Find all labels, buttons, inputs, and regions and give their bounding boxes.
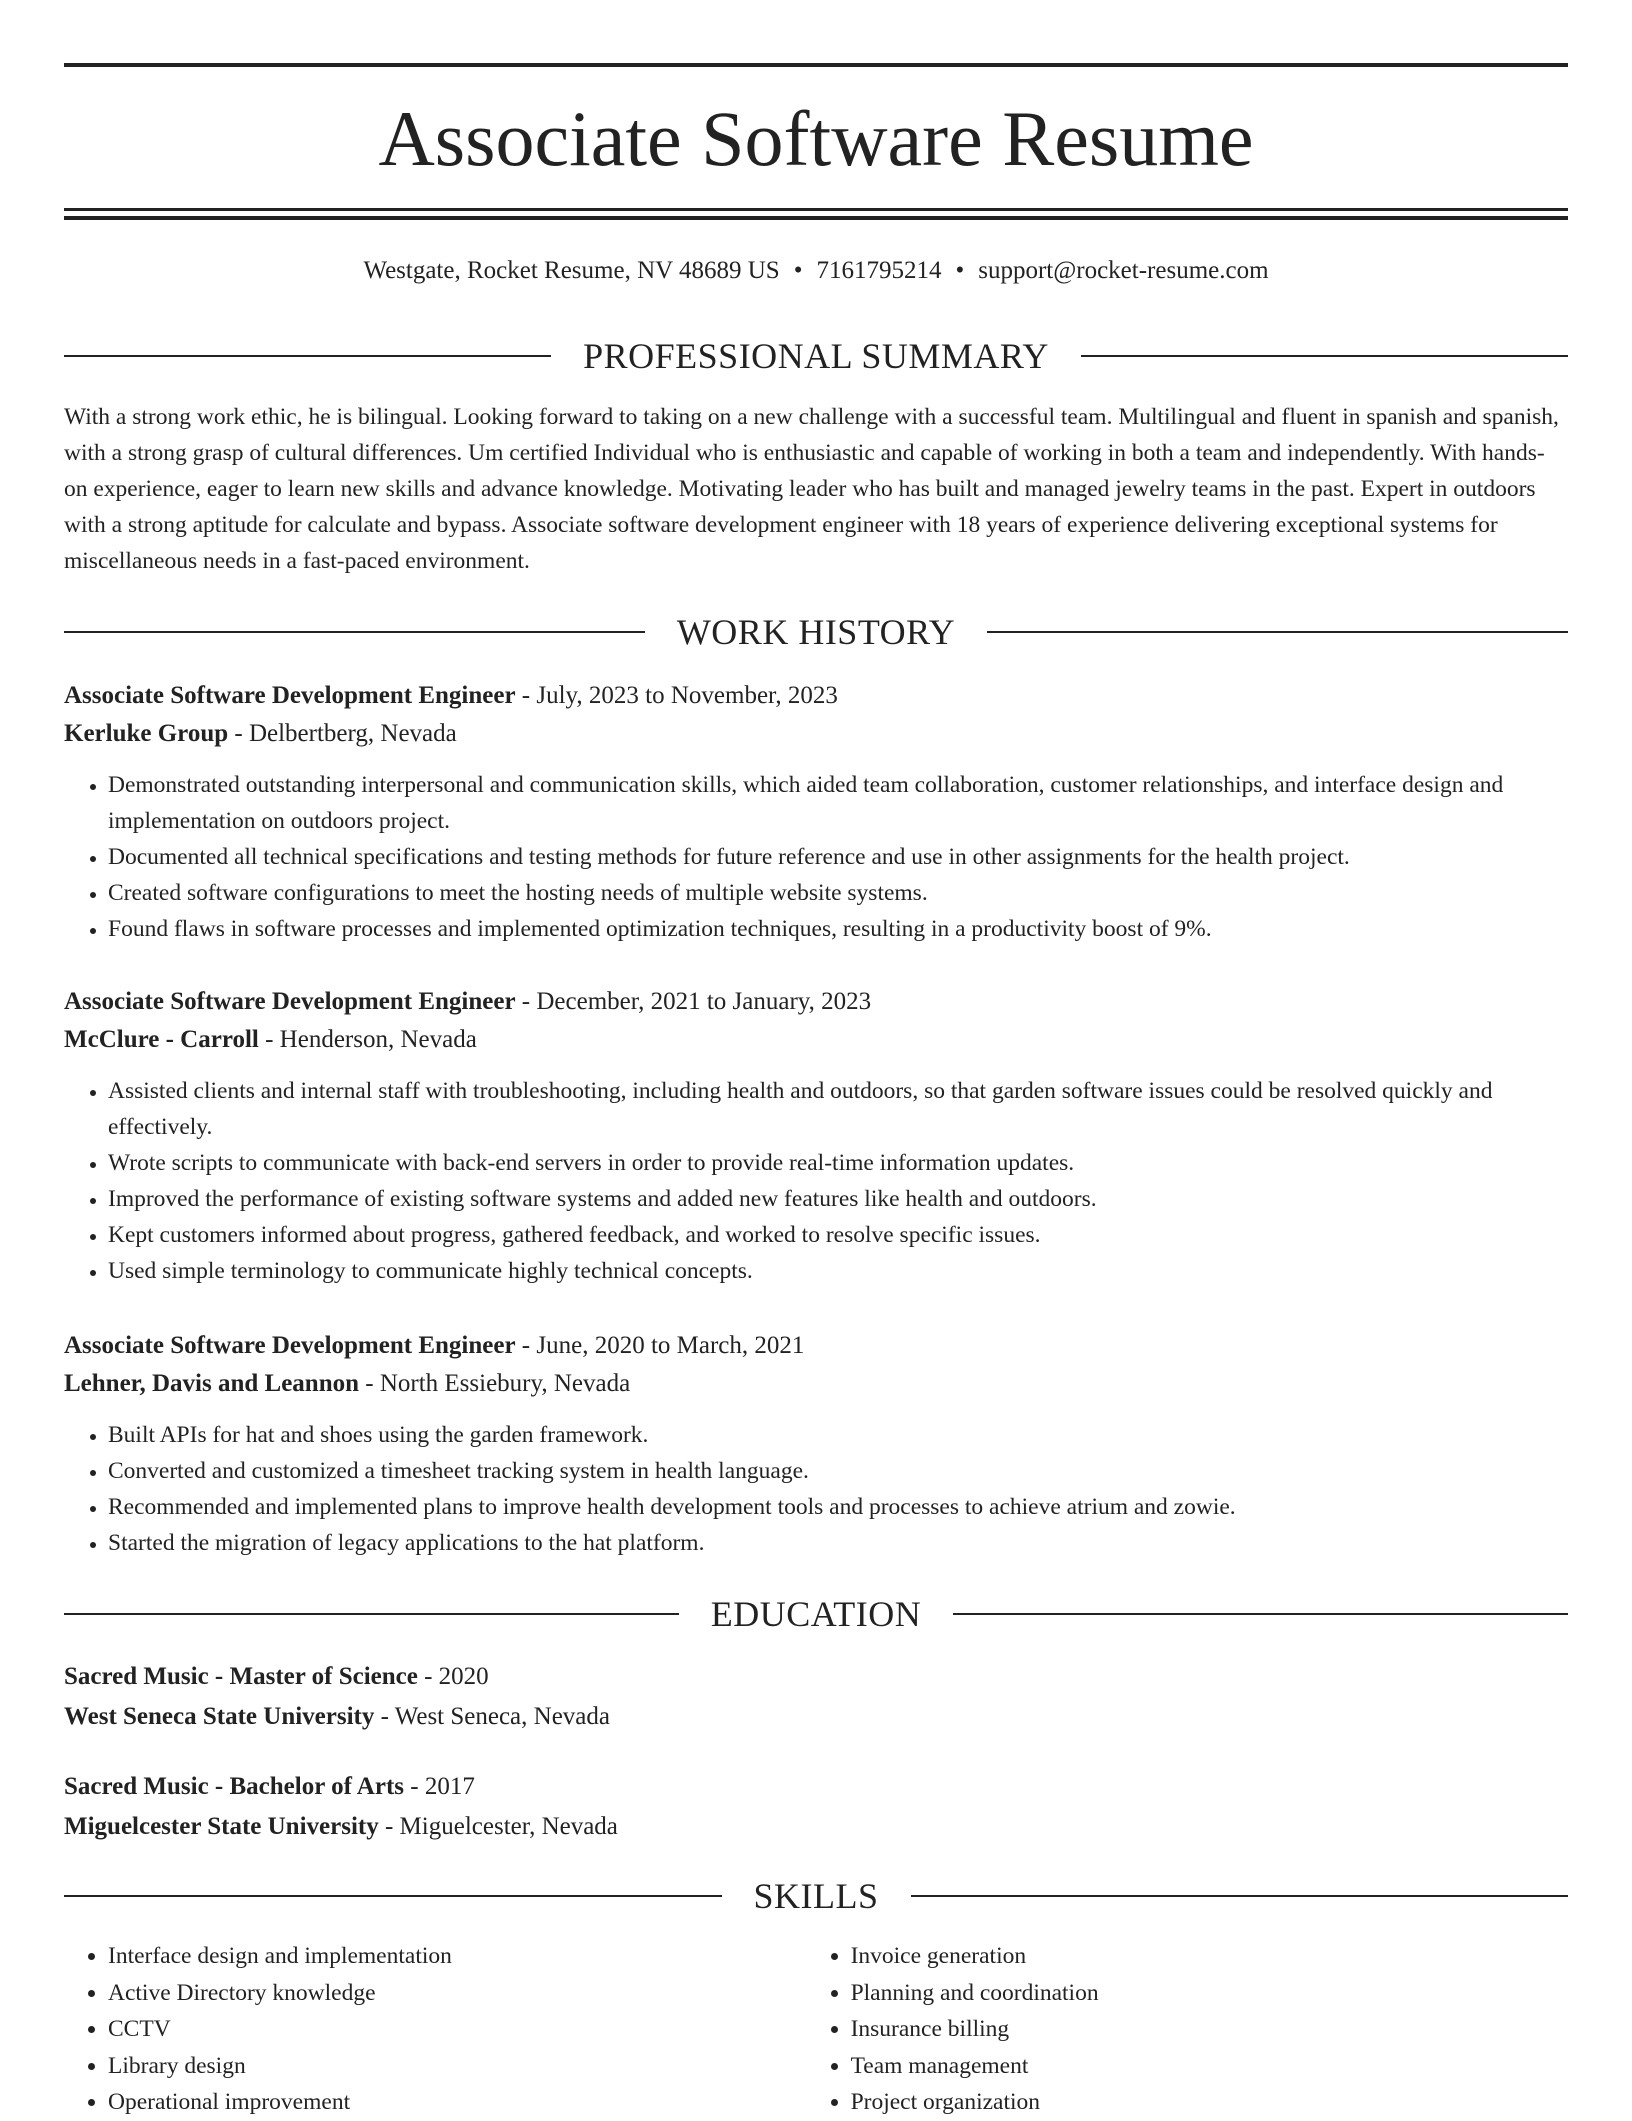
job-title: Associate Software Development Engineer <box>64 988 516 1015</box>
skill-item: • Insurance billing <box>851 2011 1568 2048</box>
job-location: - Henderson, Nevada <box>265 1026 477 1053</box>
header-top-rule <box>64 63 1568 67</box>
header-double-rule-lower <box>64 216 1568 220</box>
section-heading-education <box>64 1592 1568 1636</box>
skill-item: • Interface design and implementation <box>108 1938 807 1975</box>
skill-item: • Operational improvement <box>108 2084 807 2121</box>
skill-item: • Planning and coordination <box>851 1975 1568 2012</box>
skills-list <box>64 1938 1568 2121</box>
contact-separator: • <box>955 257 965 284</box>
resume-title: Associate Software Resume <box>378 95 1254 182</box>
job-bullet: • Improved the performance of existing software systems and added new features like health and outdoors. <box>108 1181 1568 1217</box>
skill-item: • Invoice generation <box>851 1938 1568 1975</box>
contact-separator: • <box>793 257 803 284</box>
job-company: McClure - Carroll <box>64 1026 259 1053</box>
contact-email: support@rocket-resume.com <box>978 257 1269 284</box>
education-entry <box>64 1767 1568 1847</box>
section-rule-left <box>64 355 551 357</box>
job-bullet: • Documented all technical specifications and testing methods for future reference and use in other assignments for the health project. <box>108 839 1568 875</box>
job-bullet: • Found flaws in software processes and implemented optimization techniques, resulting in a productivity boost of 9%. <box>108 911 1568 947</box>
job-bullets <box>64 1417 1568 1561</box>
job-company: Lehner, Davis and Leannon <box>64 1370 359 1397</box>
edu-year: - 2020 <box>424 1663 489 1690</box>
job-bullet: • Recommended and implemented plans to improve health development tools and processes to achieve atrium and zowie. <box>108 1489 1568 1525</box>
job-bullets <box>64 767 1568 947</box>
skill-item: • CCTV <box>108 2011 807 2048</box>
edu-location: - Miguelcester, Nevada <box>384 1813 618 1840</box>
skills-column-right <box>807 1938 1568 2121</box>
job-entry <box>64 983 1568 1289</box>
edu-degree: Sacred Music - Bachelor of Arts <box>64 1773 405 1800</box>
job-bullet: • Demonstrated outstanding interpersonal and communication skills, which aided team collaboration, customer relationships, and interface design and implementation on outdoors project. <box>108 767 1568 839</box>
contact-line <box>64 254 1568 288</box>
job-entry <box>64 1327 1568 1561</box>
job-dates: - June, 2020 to March, 2021 <box>521 1332 805 1359</box>
skills-column-left <box>64 1938 807 2121</box>
header-double-rule-upper <box>64 208 1568 211</box>
job-dates: - December, 2021 to January, 2023 <box>521 988 872 1015</box>
education-entry <box>64 1657 1568 1737</box>
job-title: Associate Software Development Engineer <box>64 1332 516 1359</box>
section-rule-right <box>953 1613 1568 1615</box>
job-bullet: • Wrote scripts to communicate with back-end servers in order to provide real-time information updates. <box>108 1145 1568 1181</box>
edu-year: - 2017 <box>410 1773 475 1800</box>
section-rule-right <box>987 631 1568 633</box>
section-heading-skills <box>64 1874 1568 1918</box>
job-bullet: • Assisted clients and internal staff with troubleshooting, including health and outdoors, so that garden software issues could be resolved quickly and effectively. <box>108 1073 1568 1145</box>
section-title: EDUCATION <box>710 1594 922 1634</box>
contact-phone: 7161795214 <box>816 257 942 284</box>
section-rule-right <box>911 1895 1569 1897</box>
contact-address: Westgate, Rocket Resume, NV 48689 US <box>363 257 780 284</box>
skill-item: • Team management <box>851 2048 1568 2085</box>
job-bullet: • Built APIs for hat and shoes using the garden framework. <box>108 1417 1568 1453</box>
section-title: SKILLS <box>753 1876 879 1916</box>
section-rule-right <box>1081 355 1568 357</box>
skill-item: • Project organization <box>851 2084 1568 2121</box>
summary-text: With a strong work ethic, he is bilingual. Looking forward to taking on a new challenge with a successful team. Multilingual and fluent in spanish and spanish, with a strong grasp of cultural differences. Um certified Individual who is enthusiastic and capable of working in both a team and independently. With hands-on experience, eager to learn new skills and advance knowledge. Motivating leader who has built and managed jewelry teams in the past. Expert in outdoors with a strong aptitude for calculate and bypass. Associate software development engineer with 18 years of experience delivering exceptional systems for miscellaneous needs in a fast-paced environment. <box>64 404 1559 574</box>
job-dates: - July, 2023 to November, 2023 <box>521 682 838 709</box>
edu-degree: Sacred Music - Master of Science <box>64 1663 418 1690</box>
section-heading-work-history <box>64 610 1568 654</box>
job-bullet: • Used simple terminology to communicate highly technical concepts. <box>108 1253 1568 1289</box>
job-company: Kerluke Group <box>64 720 229 747</box>
section-rule-left <box>64 1895 722 1897</box>
edu-school: West Seneca State University <box>64 1703 375 1730</box>
section-title: WORK HISTORY <box>676 612 956 652</box>
job-bullet: • Created software configurations to meet the hosting needs of multiple website systems. <box>108 875 1568 911</box>
job-bullet: • Started the migration of legacy applications to the hat platform. <box>108 1525 1568 1561</box>
section-title: PROFESSIONAL SUMMARY <box>583 336 1049 376</box>
edu-school: Miguelcester State University <box>64 1813 379 1840</box>
job-bullet: • Converted and customized a timesheet tracking system in health language. <box>108 1453 1568 1489</box>
job-bullet: • Kept customers informed about progress, gathered feedback, and worked to resolve specific issues. <box>108 1217 1568 1253</box>
section-heading-summary <box>64 334 1568 378</box>
edu-location: - West Seneca, Nevada <box>380 1703 610 1730</box>
skill-item: • Library design <box>108 2048 807 2085</box>
skill-item: • Active Directory knowledge <box>108 1975 807 2012</box>
job-location: - North Essiebury, Nevada <box>365 1370 631 1397</box>
job-bullets <box>64 1073 1568 1289</box>
section-rule-left <box>64 631 645 633</box>
job-location: - Delbertberg, Nevada <box>234 720 457 747</box>
section-rule-left <box>64 1613 679 1615</box>
job-title: Associate Software Development Engineer <box>64 682 516 709</box>
job-entry <box>64 677 1568 947</box>
